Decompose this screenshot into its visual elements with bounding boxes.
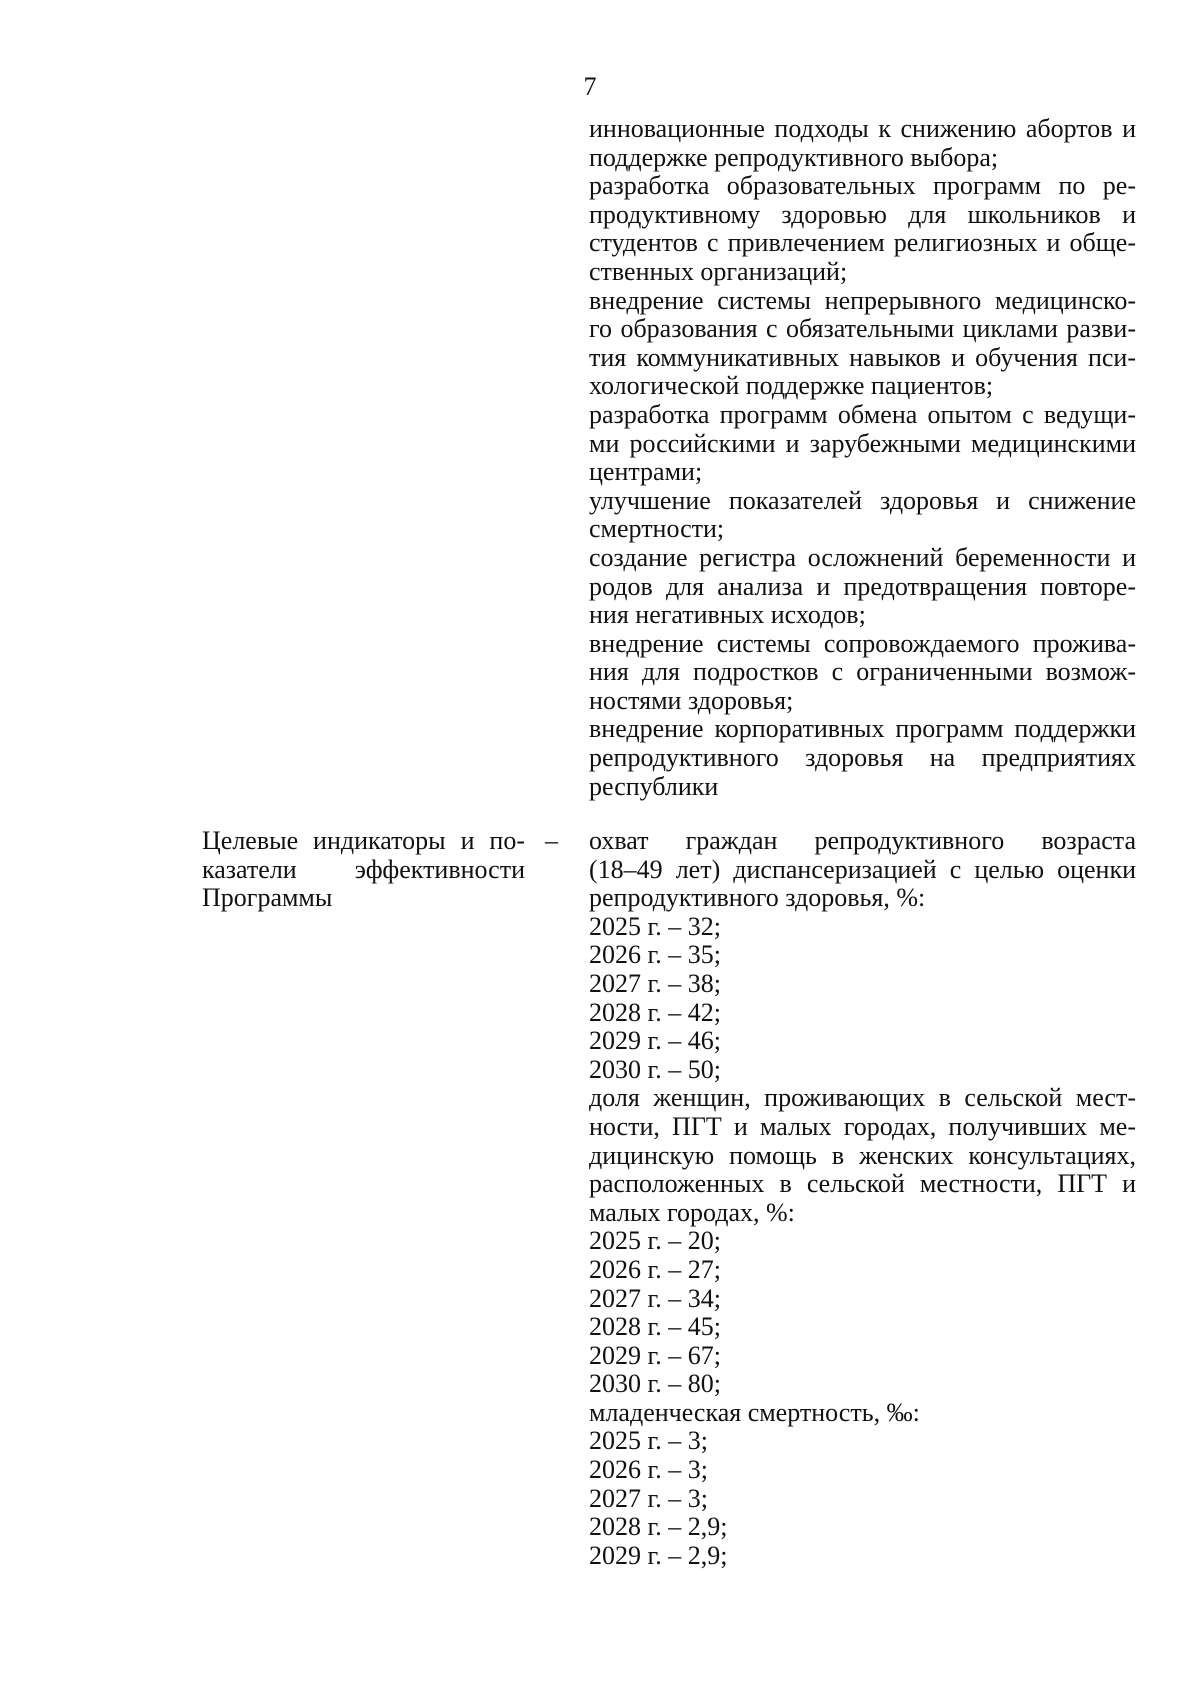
text-line: ния негативных исходов; — [589, 600, 866, 630]
indicator-line: младенческая смертность, ‰: — [589, 1397, 920, 1427]
indicator-line: 2027 г. – 3; — [589, 1483, 708, 1513]
indicator-line: 2026 г. – 35; — [589, 940, 721, 970]
text-line: репродуктивного здоровья на предприятиях — [589, 743, 1136, 773]
text-line: ми российскими и зарубежными медицинскими — [589, 428, 1136, 458]
text-line: родов для анализа и предотвращения повторе- — [589, 571, 1136, 601]
indicator-line: 2029 г. – 2,9; — [589, 1540, 728, 1570]
text-line: го образования с обязательными циклами разви- — [589, 314, 1136, 344]
text-line: хологической поддержке пациентов; — [589, 371, 994, 401]
indicator-line: расположенных в сельской местности, ПГТ и — [589, 1169, 1136, 1199]
indicator-line: 2026 г. – 3; — [589, 1455, 708, 1485]
text-line: улучшение показателей здоровья и снижение — [589, 485, 1136, 515]
indicator-line: доля женщин, проживающих в сельской мест- — [589, 1083, 1136, 1113]
label-dash: – — [545, 826, 558, 855]
indicator-line: 2026 г. – 27; — [589, 1254, 721, 1284]
text-line: ния для подростков с ограниченными возмож- — [589, 657, 1136, 687]
indicators-label — [202, 827, 525, 913]
text-line: ностями здоровья; — [589, 685, 794, 715]
text-line: центрами; — [589, 457, 703, 487]
page-number: 7 — [583, 72, 597, 101]
text-line: инновационные подходы к снижению абортов и — [589, 114, 1136, 143]
text-line: продуктивному здоровью для школьников и — [589, 199, 1136, 229]
indicator-line: 2030 г. – 50; — [589, 1054, 721, 1084]
indicator-line: малых городах, %: — [589, 1197, 795, 1227]
label-line: Целевые индикаторы и по- — [202, 826, 525, 855]
text-line: разработка программ обмена опытом с ведущи- — [589, 399, 1136, 429]
text-line: внедрение системы непрерывного медицинско- — [589, 285, 1136, 315]
program-tasks-text — [589, 115, 1136, 801]
text-line: поддержке репродуктивного выбора; — [589, 142, 999, 172]
text-line: республики — [589, 771, 719, 801]
text-line: разработка образовательных программ по ре- — [589, 171, 1136, 201]
indicator-line: 2025 г. – 32; — [589, 911, 721, 941]
indicator-line: 2030 г. – 80; — [589, 1369, 721, 1399]
label-line: Программы — [202, 883, 333, 913]
text-line: создание регистра осложнений беременности и — [589, 542, 1136, 572]
indicator-line: 2028 г. – 45; — [589, 1312, 721, 1342]
indicators-values-text — [589, 827, 1136, 1570]
indicator-line: (18–49 лет) диспансеризацией с целью оценки — [589, 854, 1136, 884]
indicator-line: репродуктивного здоровья, %: — [589, 883, 926, 913]
indicator-line: 2029 г. – 46; — [589, 1026, 721, 1056]
text-line: ственных организаций; — [589, 256, 848, 286]
text-line: внедрение системы сопровождаемого прожива- — [589, 628, 1136, 658]
text-line: смертности; — [589, 514, 725, 544]
indicator-line: 2025 г. – 3; — [589, 1426, 708, 1456]
text-line: внедрение корпоративных программ поддержки — [589, 714, 1136, 744]
indicator-line: 2028 г. – 42; — [589, 997, 721, 1027]
indicator-line: охват граждан репродуктивного возраста — [589, 826, 1136, 855]
indicator-line: 2028 г. – 2,9; — [589, 1512, 728, 1542]
indicator-line: 2027 г. – 34; — [589, 1283, 721, 1313]
indicator-line: 2027 г. – 38; — [589, 968, 721, 998]
indicator-line: 2029 г. – 67; — [589, 1340, 721, 1370]
indicator-line: ности, ПГТ и малых городах, получивших ме- — [589, 1111, 1136, 1141]
indicator-line: 2025 г. – 20; — [589, 1226, 721, 1256]
indicator-line: дицинскую помощь в женских консультациях, — [589, 1140, 1136, 1170]
label-line: казатели эффективности — [202, 854, 525, 884]
text-line: тия коммуникативных навыков и обучения пси- — [589, 342, 1136, 372]
text-line: студентов с привлечением религиозных и обще- — [589, 228, 1136, 258]
